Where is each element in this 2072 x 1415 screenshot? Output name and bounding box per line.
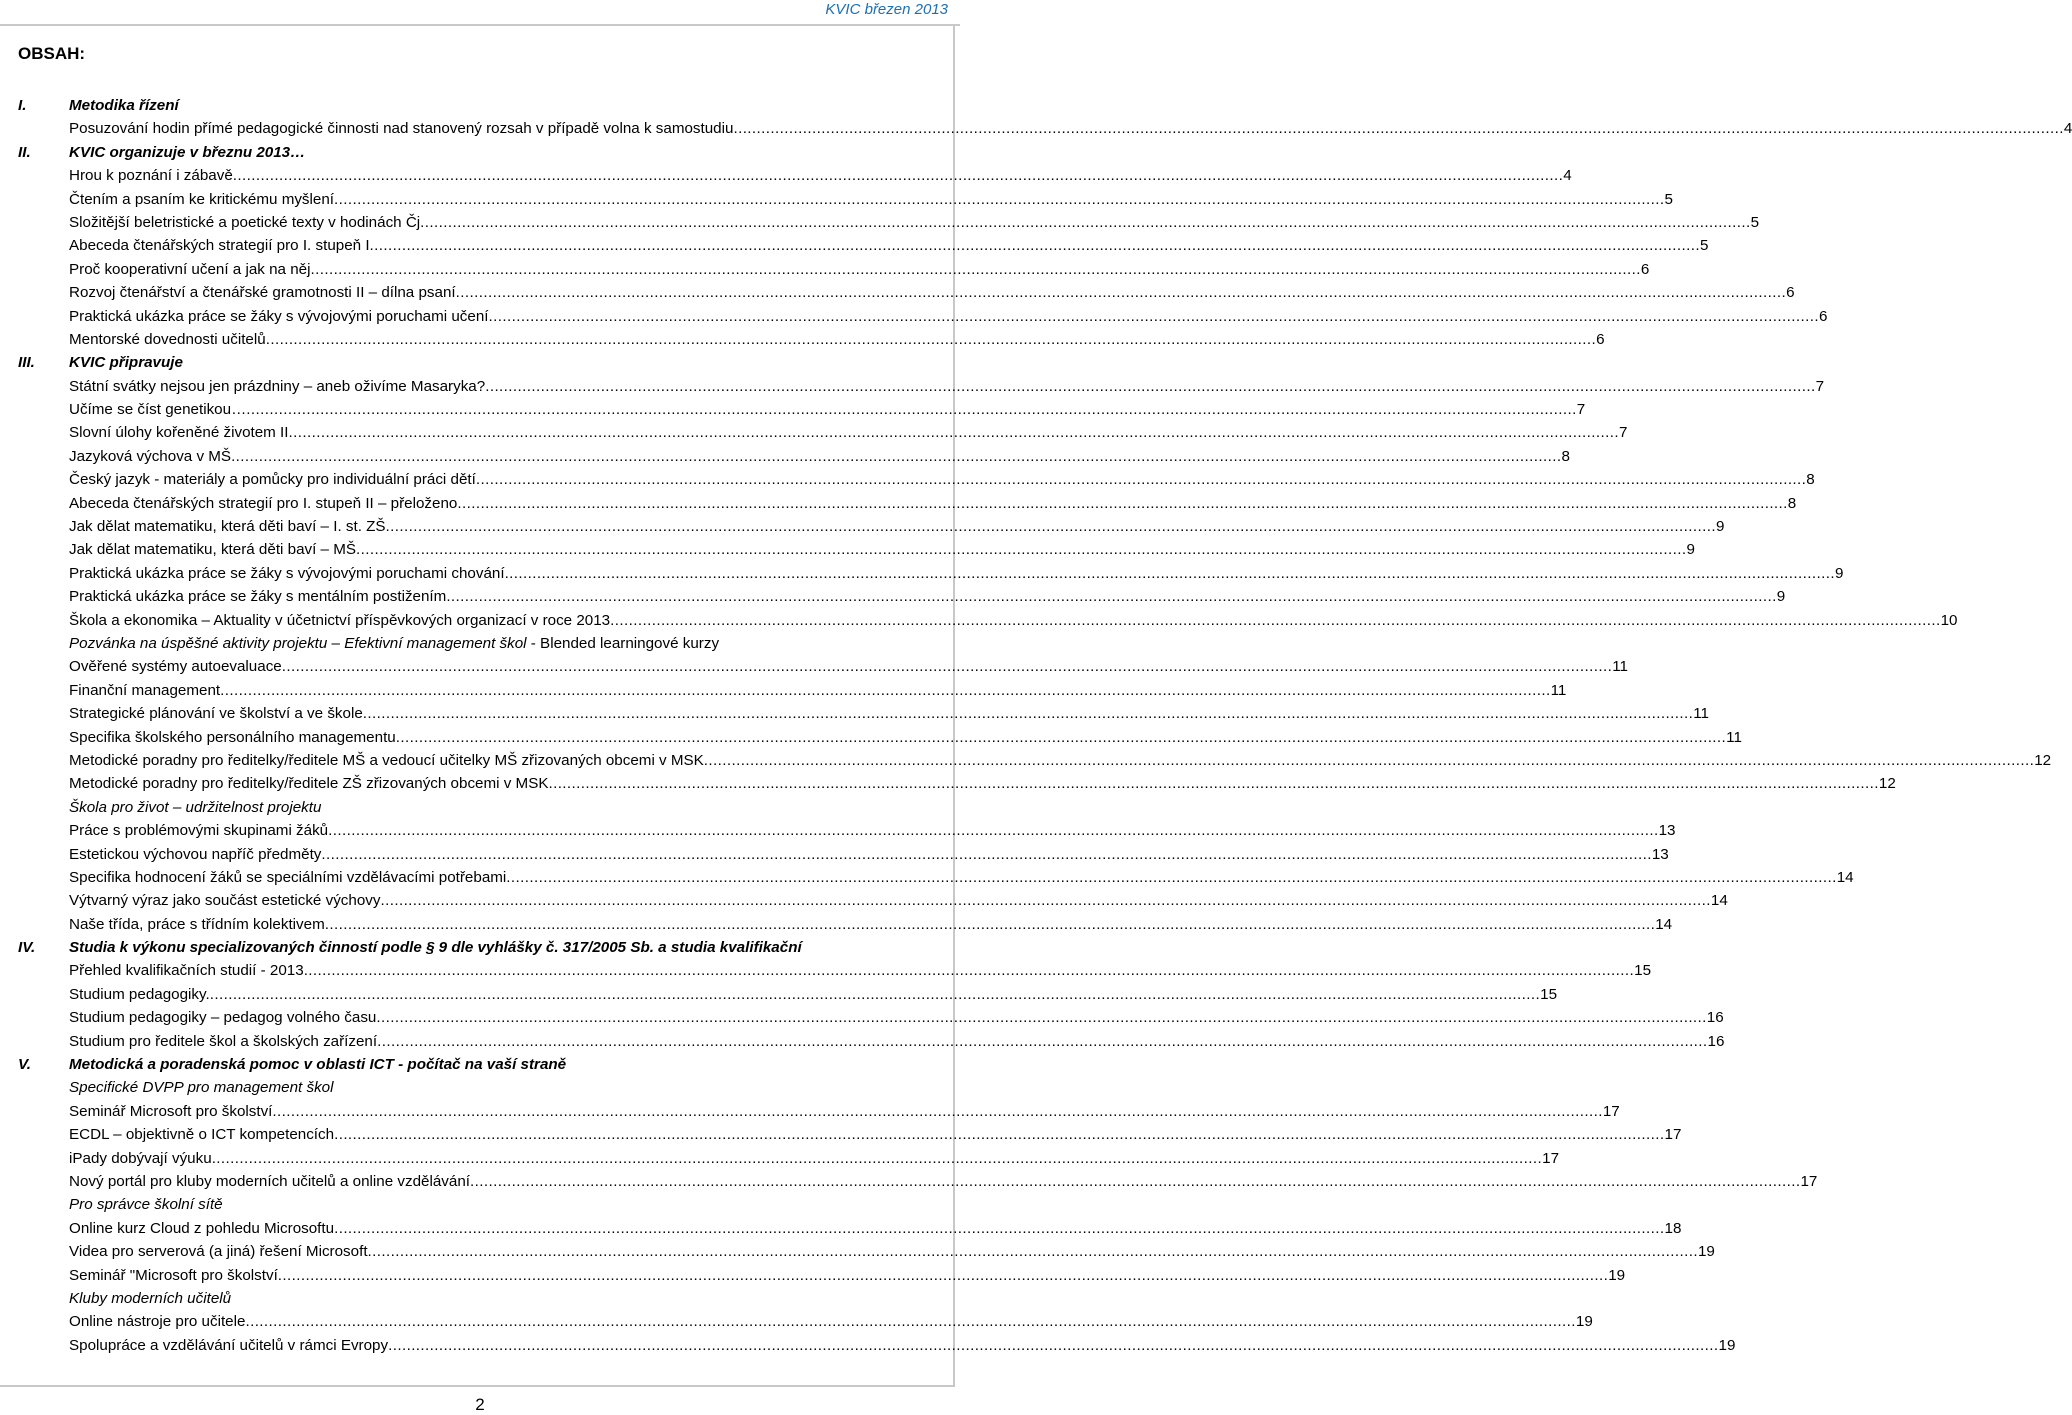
toc-entry-page: 16	[1706, 1009, 1724, 1027]
section-number: IV.	[18, 939, 36, 957]
subheading-italic-text: Specifické DVPP pro management škol	[69, 1079, 334, 1097]
toc-entry[interactable]	[69, 913, 1673, 936]
toc-entry-text: Proč kooperativní učení a jak na něj	[69, 260, 311, 278]
dot-leader	[282, 655, 1612, 678]
subheading-italic-text: Pro správce školní sítě	[69, 1196, 223, 1214]
toc-entry[interactable]	[69, 702, 1709, 725]
toc-entry[interactable]	[69, 959, 1652, 982]
toc-entry-text: Jak dělat matematiku, která děti baví – MŠ	[69, 541, 357, 559]
subheading-title	[69, 796, 321, 819]
toc-entry-page: 14	[1655, 915, 1673, 933]
toc-entry-page: 7	[1815, 377, 1825, 395]
toc-entry[interactable]	[69, 1030, 1725, 1053]
toc-entry[interactable]	[69, 679, 1567, 702]
toc-subheading	[18, 632, 940, 655]
toc-entry-page: 6	[1640, 260, 1650, 278]
dot-leader	[325, 913, 1655, 936]
toc-entry-text: Online kurz Cloud z pohledu Microsoftu	[69, 1219, 335, 1237]
toc-entry-page: 7	[1576, 401, 1586, 419]
toc-entry-page: 12	[1878, 775, 1896, 793]
dot-leader	[231, 445, 1561, 468]
toc-entry-page: 19	[1718, 1336, 1736, 1354]
toc-entry-text: Státní svátky nejsou jen prázdniny – aneb oživíme Masaryka?	[69, 377, 486, 395]
dot-leader	[278, 1264, 1608, 1287]
toc-entry-text: iPady dobývají výuku	[69, 1149, 212, 1167]
toc-entry-page: 11	[1693, 705, 1709, 723]
toc-entry-page: 13	[1658, 822, 1676, 840]
toc-section	[18, 936, 940, 959]
toc-entry-text: Rozvoj čtenářství a čtenářské gramotnosti II – dílna psaní	[69, 284, 456, 302]
toc-entry-text: Český jazyk - materiály a pomůcky pro individuální práci dětí	[69, 471, 476, 489]
toc-entry[interactable]	[69, 375, 1825, 398]
toc-entry-text: Ověřené systémy autoevaluace	[69, 658, 282, 676]
toc-entry-text: Praktická ukázka práce se žáky s mentálním postižením	[69, 588, 447, 606]
toc-entry-text: Práce s problémovými skupinami žáků	[69, 822, 329, 840]
dot-leader	[246, 398, 1576, 421]
subheading-italic-text: Škola pro život – udržitelnost projektu	[69, 798, 322, 816]
toc-entry-page: 7	[1618, 424, 1628, 442]
subheading-title	[69, 1193, 223, 1216]
toc-entry[interactable]	[69, 492, 1797, 515]
toc-entry-page: 19	[1575, 1313, 1593, 1331]
toc-entry-page: 5	[1699, 237, 1709, 255]
toc-entry-page: 5	[1750, 213, 1760, 231]
toc-entry[interactable]	[69, 983, 1558, 1006]
toc-entry-page: 9	[1715, 518, 1725, 536]
dot-leader	[356, 538, 1686, 561]
toc-entry[interactable]	[69, 234, 1709, 257]
toc-entry-text: Nový portál pro kluby moderních učitelů a online vzdělávání	[69, 1172, 471, 1190]
toc-entry-text: Specifika školského personálního managementu	[69, 728, 396, 746]
toc-section	[18, 94, 940, 117]
dot-leader	[506, 866, 1836, 889]
dot-leader	[457, 492, 1787, 515]
toc-subheading	[18, 1193, 940, 1216]
toc-entry-page: 11	[1550, 681, 1567, 699]
toc-entry-page: 17	[1542, 1149, 1560, 1167]
toc-entry-text: Specifika hodnocení žáků se speciálními vzdělávacími potřebami	[69, 868, 507, 886]
toc-entry[interactable]	[69, 258, 1650, 281]
toc-entry[interactable]	[69, 726, 1742, 749]
dot-leader	[363, 702, 1693, 725]
dot-leader	[704, 749, 2034, 772]
dot-leader	[380, 889, 1710, 912]
subheading-title	[69, 632, 719, 655]
toc-entry[interactable]	[69, 1170, 1818, 1193]
subheading-title	[69, 1287, 231, 1310]
toc-entry-page: 18	[1664, 1219, 1682, 1237]
toc-entry[interactable]	[69, 538, 1695, 561]
toc-entry-text: ECDL – objektivně o ICT kompetencích	[69, 1126, 335, 1144]
dot-leader	[220, 679, 1550, 702]
toc-section	[18, 141, 940, 164]
dot-leader	[321, 843, 1651, 866]
dot-leader	[456, 281, 1786, 304]
toc-entry-page: 8	[1561, 447, 1570, 465]
toc-entry-text: Studium pedagogiky.	[69, 985, 210, 1003]
toc-entry[interactable]	[69, 211, 1760, 234]
toc-entry-text: Slovní úlohy kořeněné životem II	[69, 424, 289, 442]
dot-leader	[485, 375, 1815, 398]
toc-entry-text: Učíme se číst genetikou…	[69, 401, 247, 419]
toc-section	[18, 1053, 940, 1076]
toc-entry-page: 5	[1664, 190, 1673, 208]
dot-leader	[212, 1147, 1542, 1170]
section-number: V.	[18, 1056, 31, 1074]
toc-entry-text: Jazyková výchova v MŠ	[69, 447, 232, 465]
toc-entry[interactable]	[69, 655, 1628, 678]
toc-entry-text: Přehled kvalifikačních studií - 2013	[69, 962, 304, 980]
toc-entry[interactable]	[69, 164, 1572, 187]
toc-entry-text: Seminář "Microsoft pro školství	[69, 1266, 278, 1284]
section-number: II.	[18, 143, 31, 161]
toc-entry-page: 6	[1786, 284, 1795, 302]
running-header: KVIC březen 2013	[825, 1, 948, 18]
dot-leader	[396, 726, 1726, 749]
dot-leader	[334, 1217, 1664, 1240]
toc-entry-text: Posuzování hodin přímé pedagogické činnosti nad stanovený rozsah v případě volna k samostudiu	[69, 120, 734, 138]
toc-entry[interactable]	[69, 281, 1795, 304]
toc-entry-text: Studium pedagogiky – pedagog volného času	[69, 1009, 377, 1027]
toc-entry[interactable]	[69, 515, 1725, 538]
dot-leader	[334, 1123, 1664, 1146]
toc-entry-text: Praktická ukázka práce se žáky s vývojovými poruchami chování	[69, 564, 505, 582]
toc-entry[interactable]	[69, 1334, 1736, 1357]
toc-entry-text: Seminář Microsoft pro školství	[69, 1102, 273, 1120]
toc-entry-page: 17	[1602, 1102, 1620, 1120]
page-number: 2	[475, 1395, 485, 1414]
toc-entry-page: 15	[1634, 962, 1652, 980]
toc-entry-page: 14	[1836, 868, 1854, 886]
toc-entry[interactable]	[69, 1147, 1560, 1170]
toc-entry-page: 9	[1776, 588, 1786, 606]
dot-leader	[272, 1100, 1602, 1123]
toc-entry[interactable]	[69, 819, 1676, 842]
toc-entry-page: 17	[1664, 1126, 1682, 1144]
dot-leader	[489, 305, 1819, 328]
toc-entry-page: 11	[1726, 728, 1742, 746]
toc-subheading	[18, 796, 940, 819]
dot-leader	[386, 515, 1716, 538]
section-title: KVIC organizuje v březnu 2013…	[69, 143, 306, 161]
toc-entry-page: 16	[1707, 1032, 1725, 1050]
toc-entry[interactable]	[69, 398, 1586, 421]
toc-entry-text: Hrou k poznání i zábavě	[69, 167, 233, 185]
toc-entry[interactable]	[69, 1310, 1593, 1333]
toc-entry-text: Videa pro serverová (a jiná) řešení Microsoft	[69, 1243, 368, 1261]
toc-entry-page: 10	[1940, 611, 1958, 629]
dot-leader	[210, 983, 1540, 1006]
dot-leader	[610, 609, 1940, 632]
toc-title: OBSAH:	[18, 44, 86, 63]
toc-entry[interactable]	[69, 585, 1786, 608]
toc-entry[interactable]	[69, 772, 1896, 795]
dot-leader	[370, 234, 1700, 257]
dot-leader	[334, 188, 1664, 211]
toc-entry-text: Mentorské dovednosti učitelů	[69, 330, 266, 348]
dot-leader	[733, 117, 2063, 140]
toc-entry[interactable]	[69, 1264, 1626, 1287]
toc-entry[interactable]	[69, 889, 1728, 912]
toc-entry[interactable]	[69, 445, 1570, 468]
section-title: KVIC připravuje	[69, 354, 183, 372]
toc-entry-text: Estetickou výchovou napříč předměty	[69, 845, 322, 863]
toc-entry-page: 8	[1806, 471, 1815, 489]
toc-entry-text: Praktická ukázka práce se žáky s vývojovými poruchami učení	[69, 307, 489, 325]
dot-leader	[289, 421, 1619, 444]
dot-leader	[304, 959, 1634, 982]
toc-entry-page: 9	[1835, 564, 1844, 582]
toc-entry[interactable]	[69, 866, 1854, 889]
toc-entry-text: Finanční management	[69, 681, 221, 699]
toc-entry-page: 4	[2063, 120, 2072, 138]
toc-entry-text: Škola a ekonomika – Aktuality v účetnictví příspěvkových organizací v roce 2013	[69, 611, 611, 629]
toc-entry-text: Spolupráce a vzdělávání učitelů v rámci Evropy	[69, 1336, 389, 1354]
toc-entry-text: Jak dělat matematiku, která děti baví – I. st. ZŠ	[69, 518, 386, 536]
toc-entry-text: Abeceda čtenářských strategií pro I. stupeň II – přeloženo	[69, 494, 458, 512]
dot-leader	[368, 1240, 1698, 1263]
toc-entry-page: 11	[1612, 658, 1628, 676]
toc-entry[interactable]	[69, 117, 2072, 140]
dot-leader	[376, 1006, 1706, 1029]
section-number: I.	[18, 97, 27, 114]
dot-leader	[446, 585, 1776, 608]
subheading-rest-text: - Blended learningové kurzy	[526, 634, 720, 652]
toc-subheading	[18, 1076, 940, 1099]
dot-leader	[266, 328, 1596, 351]
subheading-italic-text: Kluby moderních učitelů	[69, 1289, 232, 1307]
dot-leader	[476, 468, 1806, 491]
toc-entry[interactable]	[69, 188, 1673, 211]
dot-leader	[470, 1170, 1800, 1193]
toc-entry-page: 15	[1540, 985, 1558, 1003]
dot-leader	[388, 1334, 1718, 1357]
toc-entry-page: 6	[1818, 307, 1828, 325]
section-title: Metodická a poradenská pomoc v oblasti ICT - počítač na vaší straně	[69, 1056, 567, 1074]
toc-entry-page: 9	[1686, 541, 1695, 559]
toc-entry[interactable]	[69, 1240, 1715, 1263]
toc-entry-page: 13	[1651, 845, 1669, 863]
dot-leader	[505, 562, 1835, 585]
toc-entry[interactable]	[69, 749, 2052, 772]
toc-entry-page: 12	[2034, 751, 2052, 769]
toc-entry[interactable]	[69, 1006, 1724, 1029]
toc-entry[interactable]	[69, 562, 1844, 585]
dot-leader	[310, 258, 1640, 281]
toc-entry[interactable]	[69, 609, 1958, 632]
toc-subheading	[18, 1287, 940, 1310]
dot-leader	[245, 1310, 1575, 1333]
table-of-contents	[18, 94, 2072, 1357]
dot-leader	[233, 164, 1563, 187]
subheading-title	[69, 1076, 334, 1099]
toc-entry[interactable]	[69, 328, 1605, 351]
toc-entry-text: Čtením a psaním ke kritickému myšlení	[69, 190, 335, 208]
dot-leader	[377, 1030, 1707, 1053]
toc-entry-page: 14	[1710, 892, 1728, 910]
toc-entry-page: 4	[1563, 167, 1572, 185]
toc-entry[interactable]	[69, 1217, 1682, 1240]
dot-leader	[420, 211, 1750, 234]
section-title: Metodika řízení	[69, 97, 179, 114]
toc-entry-text: Metodické poradny pro ředitelky/ředitele MŠ a vedoucí učitelky MŠ zřizovaných obcemi v MSK	[69, 751, 704, 769]
toc-entry-text: Studium pro ředitele škol a školských zařízení	[69, 1032, 378, 1050]
toc-entry[interactable]	[69, 1123, 1682, 1146]
dot-leader	[328, 819, 1658, 842]
toc-entry-page: 17	[1800, 1172, 1818, 1190]
toc-entry-text: Naše třída, práce s třídním kolektivem	[69, 915, 325, 933]
toc-entry[interactable]	[69, 468, 1815, 491]
toc-section	[18, 351, 940, 374]
toc-entry-text: Složitější beletristické a poetické texty v hodinách Čj	[69, 213, 421, 231]
toc-entry[interactable]	[69, 305, 1828, 328]
toc-entry[interactable]	[69, 421, 1628, 444]
section-number: III.	[18, 354, 35, 372]
toc-entry-text: Online nástroje pro učitele	[69, 1313, 246, 1331]
toc-entry-text: Výtvarný výraz jako součást estetické výchovy	[69, 892, 381, 910]
toc-entry-page: 8	[1787, 494, 1797, 512]
subheading-italic-text: Pozvánka na úspěšné aktivity projektu – Efektivní management škol	[69, 634, 527, 652]
toc-entry-text: Abeceda čtenářských strategií pro I. stupeň I	[69, 237, 370, 255]
dot-leader	[548, 772, 1878, 795]
toc-entry[interactable]	[69, 843, 1669, 866]
toc-entry-page: 6	[1596, 330, 1605, 348]
toc-entry-page: 19	[1608, 1266, 1626, 1284]
toc-entry[interactable]	[69, 1100, 1620, 1123]
toc-entry-page: 19	[1697, 1243, 1715, 1261]
toc-entry-text: Metodické poradny pro ředitelky/ředitele ZŠ zřizovaných obcemi v MSK	[69, 775, 549, 793]
toc-entry-text: Strategické plánování ve školství a ve škole	[69, 705, 363, 723]
section-title: Studia k výkonu specializovaných činností podle § 9 dle vyhlášky č. 317/2005 Sb. a studia kvalifikační	[69, 939, 802, 957]
